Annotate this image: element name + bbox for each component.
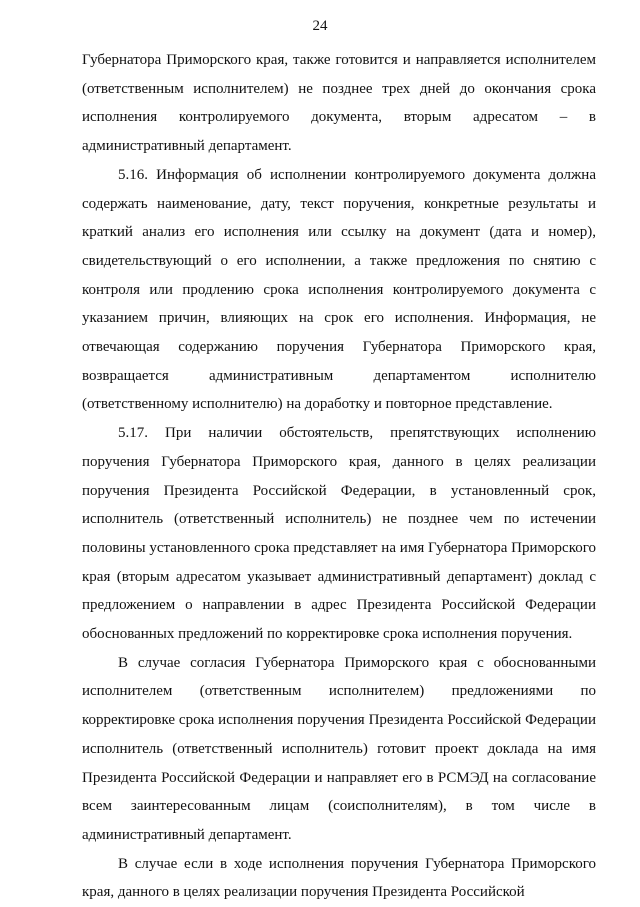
document-body: [82, 46, 596, 907]
paragraph-agreement-case: В случае согласия Губернатора Приморского края с обоснованными исполнителем (ответственным исполнителем) предложениями по корректировке срока исполнения поручения Президента Российской Федерации исполнитель (ответственный исполнитель) готовит проект доклада на имя Президента Российской Федерации и направляет его в РСМЭД на согласование всем заинтересованным лицам (соисполнителям), в том числе в административный департамент.: [82, 654, 596, 843]
paragraph-5-17: 5.17. При наличии обстоятельств, препятствующих исполнению поручения Губернатора Приморского края, данного в целях реализации поручения Президента Российской Федерации, в установленный срок, исполнитель (ответственный исполнитель) не позднее чем по истечении половины установленного срока представляет на имя Губернатора Приморского края (вторым адресатом указывает административный департамент) доклад с предложением о направлении в адрес Президента Российской Федерации обоснованных предложений по корректировке срока исполнения поручения.: [82, 425, 596, 643]
page-number: 24: [312, 18, 328, 34]
paragraph-5-16: 5.16. Информация об исполнении контролируемого документа должна содержать наименование, дату, текст поручения, конкретные результаты и краткий анализ его исполнения или ссылку на документ (дата и номер), свидетельствующий о его исполнении, а также предложения по снятию с контроля или продлению срока исполнения контролируемого документа с указанием причин, влияющих на срок его исполнения. Информация, не отвечающая содержанию поручения Губернатора Приморского края, возвращается административным департаментом исполнителю (ответственному исполнителю) на доработку и повторное представление.: [82, 166, 596, 413]
paragraph-continuation: Губернатора Приморского края, также готовится и направляется исполнителем (ответственным исполнителем) не позднее трех дней до окончания срока исполнения контролируемого документа, вторым адресатом – в административный департамент.: [82, 52, 596, 155]
paragraph-execution-case: В случае если в ходе исполнения поручения Губернатора Приморского края, данного в целях реализации поручения Президента Российской: [82, 855, 596, 901]
